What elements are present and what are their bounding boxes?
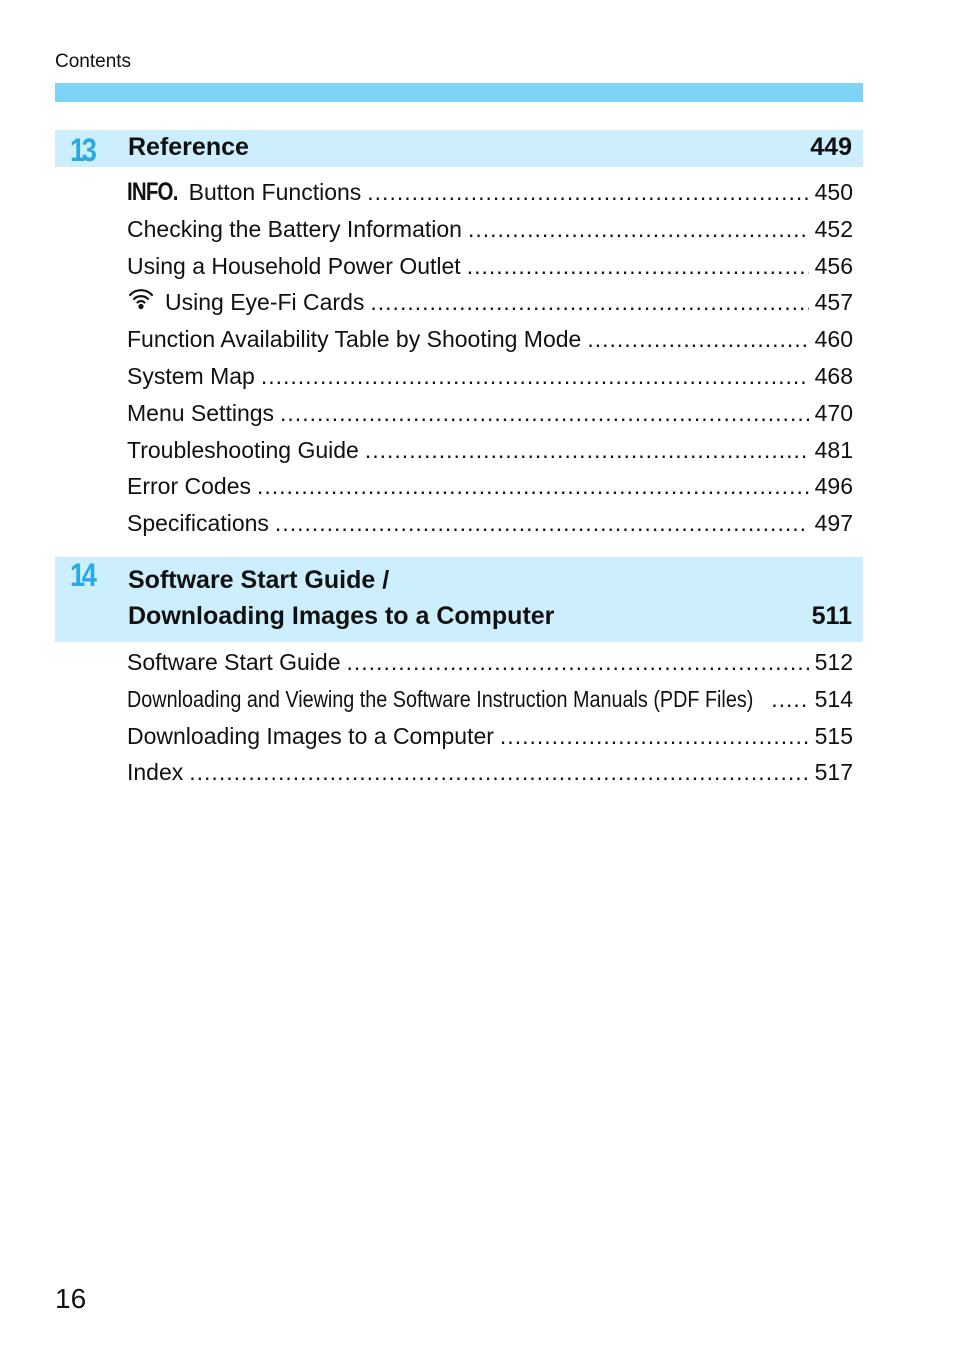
wireless-icon (127, 286, 155, 310)
toc-entry-text: Using Eye-Fi Cards (165, 289, 365, 316)
toc-entry[interactable] (127, 754, 853, 791)
toc-entry[interactable] (127, 395, 853, 432)
dot-leader (189, 754, 808, 790)
toc-entry-page: 517 (814, 759, 853, 786)
chapter-title: Reference (128, 133, 249, 161)
chapter-13-heading[interactable] (55, 130, 863, 167)
toc-entry[interactable] (127, 321, 853, 358)
toc-entry-page: 512 (814, 649, 853, 675)
chapter-page: 511 (811, 602, 852, 630)
info-button-icon: INFO. (127, 178, 178, 206)
running-header: Contents (55, 51, 132, 72)
toc-entry[interactable] (127, 468, 853, 505)
toc-entry-label (127, 174, 361, 210)
dot-leader (467, 248, 809, 284)
toc-entry-page: 456 (814, 252, 853, 279)
toc-entry[interactable] (127, 211, 853, 248)
chapter-14-entries (127, 644, 853, 791)
toc-entry-label: Index (127, 759, 184, 786)
toc-entry[interactable] (127, 174, 853, 211)
dot-leader (347, 644, 809, 680)
dot-leader (261, 358, 809, 394)
chapter-number: 14 (70, 557, 94, 593)
toc-entry-page: 515 (814, 722, 853, 749)
dot-leader (771, 681, 808, 717)
toc-entry[interactable] (127, 505, 853, 542)
toc-entry-page: 452 (814, 215, 853, 242)
toc-entry-label: Troubleshooting Guide (127, 436, 359, 463)
toc-entry-label: Function Availability Table by Shooting Mode (127, 326, 582, 353)
chapter-page: 449 (810, 133, 852, 161)
header-rule (55, 83, 863, 102)
toc-entry-page: 450 (814, 179, 853, 205)
toc-entry-page: 514 (814, 685, 853, 712)
toc-entry-page: 481 (814, 436, 853, 463)
toc-entry-label: Using a Household Power Outlet (127, 252, 461, 279)
chapter-13-entries (127, 174, 853, 542)
dot-leader (365, 432, 809, 468)
toc-entry[interactable] (127, 358, 853, 395)
chapter-14-heading[interactable] (55, 557, 863, 642)
dot-leader (500, 718, 809, 754)
dot-leader (280, 395, 809, 431)
toc-entry[interactable] (127, 644, 853, 681)
toc-entry-label: Software Start Guide (127, 649, 341, 675)
toc-entry-label: System Map (127, 362, 255, 389)
toc-entry-label: Downloading and Viewing the Software Instruction Manuals (PDF Files) (127, 685, 754, 712)
toc-entry-label: Menu Settings (127, 399, 275, 426)
chapter-title-line-1: Software Start Guide / (128, 566, 390, 594)
toc-entry-text: Button Functions (188, 179, 362, 205)
toc-entry-label: Error Codes (127, 473, 251, 500)
toc-entry-label: Downloading Images to a Computer (127, 722, 494, 749)
toc-entry-page: 468 (814, 362, 853, 389)
toc-entry-page: 497 (814, 510, 853, 537)
toc-entry[interactable] (127, 718, 853, 755)
toc-entry[interactable] (127, 432, 853, 469)
toc-entry-page: 496 (814, 473, 853, 500)
dot-leader (587, 321, 808, 357)
dot-leader (370, 284, 808, 320)
toc-entry-page: 457 (814, 289, 853, 316)
toc-entry-page: 460 (814, 326, 853, 353)
chapter-title-line-2: Downloading Images to a Computer (128, 602, 555, 630)
toc-entry[interactable] (127, 681, 853, 718)
dot-leader (257, 468, 809, 504)
toc-entry-page: 470 (814, 399, 853, 426)
toc-entry[interactable] (127, 248, 853, 285)
toc-entry-label: Checking the Battery Information (127, 215, 462, 242)
toc-entry-label (127, 284, 364, 320)
toc-entry-label: Specifications (127, 510, 269, 537)
toc-entry[interactable] (127, 284, 853, 321)
dot-leader (367, 174, 808, 210)
chapter-number: 13 (70, 132, 94, 168)
dot-leader (468, 211, 809, 247)
dot-leader (275, 505, 809, 541)
page-number: 16 (55, 1283, 87, 1314)
